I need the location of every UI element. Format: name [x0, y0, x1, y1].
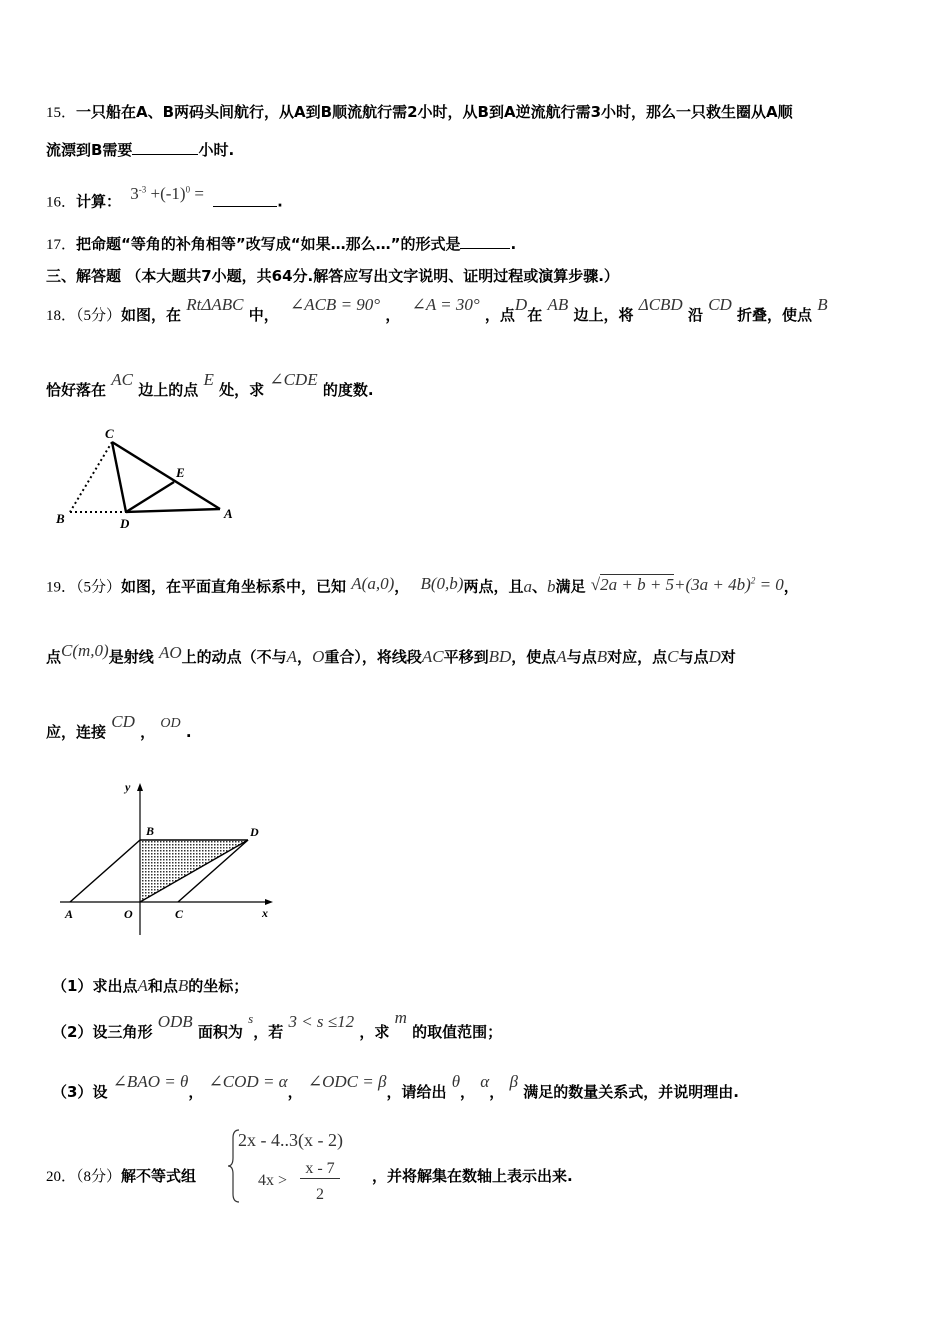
q19-line3-text-2: ，: [140, 723, 156, 741]
section3-title: 三、解答题 （本大题共7小题，共64分.解答应写出文字说明、证明过程或演算步骤.）: [46, 267, 619, 285]
q19-sub2-math-odb: ODB: [157, 1012, 193, 1031]
q15-text-line2a: 流漂到B需要: [46, 141, 133, 159]
q16-end: .: [277, 192, 283, 211]
q19-text-1: 如图，在平面直角坐标系中，已知: [121, 577, 347, 596]
q19-sub3-text-3: ，: [287, 1083, 303, 1101]
q16-expr-mid: +(-1): [150, 183, 186, 203]
q18-math-cd: CD: [708, 295, 732, 314]
q18-text-6: 边上，将: [573, 306, 634, 324]
q19-sub2-text-3: ，若: [253, 1023, 284, 1041]
q19-sub1-text-2: 和点: [147, 977, 178, 995]
q19-math-square-term: +(3a + 4b): [674, 574, 751, 594]
q18-math-angle-acb: ∠ACB = 90°: [289, 295, 381, 314]
q19-text-6: ，: [783, 577, 799, 596]
q19-score: （5分）: [76, 579, 122, 596]
q20-inequality-2-left: 4x >: [258, 1172, 288, 1189]
q18-line-cd: [112, 442, 126, 512]
q18-fig-label-d: D: [120, 516, 130, 531]
q19-math-b2: B: [596, 647, 608, 666]
q18-score: （5分）: [76, 308, 122, 324]
q19-line2-text-9: 与点: [678, 648, 709, 666]
q18-dotted-cb: [70, 442, 112, 512]
q15-text-line2b: 小时.: [198, 141, 235, 159]
q19-fig-label-y: y: [125, 780, 131, 794]
q16-expression: [130, 184, 204, 203]
q18-fig-label-a: A: [224, 506, 233, 521]
q19-line2-text-5: 平移到: [443, 648, 489, 666]
q19-sub3-text-6: ，: [489, 1083, 505, 1101]
q19-math-o: O: [312, 647, 325, 666]
q18-line2-text-2: 边上的点: [138, 381, 199, 399]
q17-line: [46, 234, 516, 255]
q16-expr-eq: =: [194, 183, 204, 203]
q18-text-7: 沿: [687, 306, 703, 324]
q19-fig-label-a: A: [65, 907, 74, 921]
q19-x-arrow: [265, 899, 273, 905]
q16-expr-exp: -3: [138, 184, 147, 194]
q19-fig-label-c: C: [175, 907, 184, 921]
q18-math-d: D: [514, 295, 528, 314]
q19-line3-text-1: 应，连接: [46, 723, 107, 741]
q19-fig-label-b: B: [146, 824, 155, 838]
q19-y-arrow: [137, 783, 143, 791]
q19-sub2-text-4: ，求: [359, 1023, 390, 1041]
q18-line1: [46, 295, 828, 326]
q20-text-2: ，并将解集在数轴上表示出来.: [372, 1167, 573, 1185]
q19-sub2-math-range: 3 < s ≤12: [288, 1012, 355, 1031]
q15-line2: [46, 140, 234, 160]
q17-end: .: [510, 235, 517, 253]
q19-math-point-a: A(a,0): [351, 573, 395, 593]
q18-math-cbd: ΔCBD: [638, 295, 683, 314]
q18-math-e: E: [203, 370, 214, 389]
q19-sub3-text-5: ，: [460, 1083, 476, 1101]
q19-sub1-text-1: 求出点: [92, 977, 138, 995]
q19-text-4: 、: [531, 577, 547, 596]
q18-fig-label-e: E: [176, 465, 185, 480]
q18-text-4: ，点: [484, 306, 515, 324]
q17-text: 把命题“等角的补角相等”改写成“如果…那么…”的形式是: [76, 235, 461, 253]
q18-text-5: 在: [527, 306, 543, 324]
q19-sub1: [52, 976, 248, 996]
q20-inequality-1: 2x - 4..3(x - 2): [238, 1130, 343, 1150]
q19-math-c: C: [667, 647, 679, 666]
q19-math-a2: A: [286, 647, 298, 666]
q19-math-condition: $√2a + b + 5+(3a + 4b)^2 = 0$: [590, 574, 784, 594]
q19-fig-label-d: D: [250, 825, 259, 839]
q17-answer-blank[interactable]: [460, 234, 510, 249]
q20-score: （8分）: [76, 1169, 122, 1185]
q19-line3: [46, 712, 192, 744]
q19-sub1-math-a: A: [137, 976, 148, 995]
q19-sub3-math-theta: ∠BAO = θ: [112, 1072, 189, 1091]
q19-line2-text-6: ，使点: [511, 648, 557, 666]
q18-triangle-figure: [50, 420, 250, 535]
q20-inequality-2-denominator: 2: [316, 1186, 324, 1203]
q20-text-1: 解不等式组: [121, 1167, 197, 1185]
q18-line-ca: [112, 442, 220, 509]
q15-number: 15．: [46, 105, 77, 121]
q19-sub3-text-4: ，请给出: [386, 1083, 447, 1101]
q20-inequality-2-numerator: x - 7: [300, 1160, 340, 1179]
q19-sub1-label: （1）: [52, 977, 93, 995]
q18-math-ab: AB: [547, 295, 569, 314]
q19-fig-label-o: O: [124, 907, 133, 921]
q19-sub3-math-alpha-symbol: α: [480, 1072, 490, 1091]
q19-line-ab: [70, 840, 140, 902]
q20-number: 20．: [46, 1169, 77, 1185]
q18-line2-text-1: 恰好落在: [46, 381, 107, 399]
q19-sub3-math-theta-symbol: θ: [451, 1072, 461, 1091]
q19-text-5: 满足: [555, 577, 586, 596]
q16-answer-blank[interactable]: [213, 192, 277, 207]
q18-text-2: 中，: [248, 306, 279, 324]
q16-expr-exp2: 0: [185, 184, 191, 194]
q18-fig-label-c: C: [105, 426, 114, 441]
q19-sub3-math-alpha: ∠COD = α: [208, 1072, 288, 1091]
q19-math-point-b: B(0,b): [420, 573, 464, 593]
q15-text-line1: 一只船在A、B两码头间航行，从A到B顺流航行需2小时，从B到A逆流航行需3小时，那么一只救生圈从A顺: [76, 103, 793, 121]
q16-number: 16．: [46, 194, 77, 211]
q19-math-point-c: C(m,0): [61, 641, 109, 660]
q18-line-de: [126, 482, 174, 512]
q18-text-1: 如图，在: [121, 306, 182, 324]
q19-sub2-math-s: s: [248, 1011, 254, 1026]
q19-line1: [46, 572, 799, 598]
q19-sub3-text-2: ，: [188, 1083, 204, 1101]
q19-sub3-math-beta-symbol: β: [509, 1072, 518, 1091]
q19-line2: [46, 641, 736, 667]
q18-math-angle-a: ∠A = 30°: [411, 295, 480, 314]
q19-fig-label-x: x: [262, 906, 268, 920]
q16-line: [46, 183, 283, 213]
q19-sub2-text-5: 的取值范围；: [412, 1023, 503, 1041]
q19-math-d: D: [708, 647, 721, 666]
q19-number: 19．: [46, 579, 77, 596]
q20-line: [46, 1166, 196, 1187]
q18-line2-text-4: 的度数.: [322, 381, 374, 399]
q19-sub1-text-3: 的坐标；: [188, 977, 249, 995]
q19-line2-text-8: 对应，点: [607, 648, 668, 666]
q19-line2-text-1: 是射线: [108, 648, 154, 666]
q19-math-od: OD: [160, 716, 181, 731]
q18-text-3: ，: [385, 306, 401, 324]
q19-math-cd: CD: [111, 712, 135, 731]
q18-line-da: [126, 509, 220, 512]
q19-math-ao: AO: [158, 643, 182, 662]
q19-sub2-label: （2）: [52, 1023, 93, 1041]
q19-math-bd: BD: [488, 647, 512, 666]
q19-sub2-text-2: 面积为: [197, 1023, 243, 1041]
q15-answer-blank[interactable]: [132, 140, 198, 155]
q19-sub1-math-b: B: [177, 976, 189, 995]
q18-text-8: 折叠，使点: [737, 306, 813, 324]
q16-label: 计算：: [76, 192, 122, 211]
q19-math-sqrt-body: 2a + b + 5: [600, 574, 675, 594]
q19-sub3-text-7: 满足的数量关系式，并说明理由.: [523, 1083, 739, 1101]
q19-math-b: b: [547, 576, 556, 596]
q18-math-ac: AC: [111, 370, 133, 389]
q19-sub2: [52, 1008, 503, 1043]
q19-line2-text-4: 重合），将线段: [324, 648, 422, 666]
q18-number: 18．: [46, 308, 77, 324]
q19-sub3-text-1: 设: [92, 1083, 108, 1101]
q18-fig-label-b: B: [56, 511, 65, 526]
q15-line1: [46, 102, 793, 123]
q19-line2-text-10: 对: [720, 648, 736, 666]
q16-expr-base: 3: [130, 183, 139, 203]
q19-sub3-label: （3）: [52, 1083, 93, 1101]
q19-sub2-math-m: m: [394, 1008, 407, 1027]
q18-math-rt-abc: RtΔABC: [186, 295, 244, 314]
q17-number: 17．: [46, 237, 77, 253]
q18-line2: [46, 370, 374, 400]
q19-math-eq-zero: = 0: [759, 574, 784, 594]
q18-math-b: B: [817, 295, 828, 314]
q19-line3-text-3: .: [185, 723, 192, 741]
q19-math-exp: 2: [750, 575, 756, 585]
q19-sub2-text-1: 设三角形: [92, 1023, 153, 1041]
q19-coordinate-figure: [55, 775, 285, 945]
q19-line2-text-0: 点: [46, 648, 62, 666]
q19-math-a: a: [523, 576, 532, 596]
q19-text-2: ，: [394, 577, 410, 596]
q19-sub3-math-beta: ∠ODC = β: [307, 1072, 387, 1091]
q19-math-a3: A: [556, 647, 567, 666]
q19-line2-text-2: 上的动点（不与: [181, 648, 287, 666]
q19-sub3: [52, 1072, 739, 1102]
q18-line2-text-3: 处，求: [219, 381, 265, 399]
q18-math-angle-cde: ∠CDE: [269, 370, 318, 389]
q19-text-3: 两点，且: [463, 577, 524, 596]
q19-line2-text-3: ，: [297, 648, 313, 666]
q19-math-ac: AC: [421, 647, 444, 666]
q19-line2-text-7: 与点: [566, 648, 597, 666]
